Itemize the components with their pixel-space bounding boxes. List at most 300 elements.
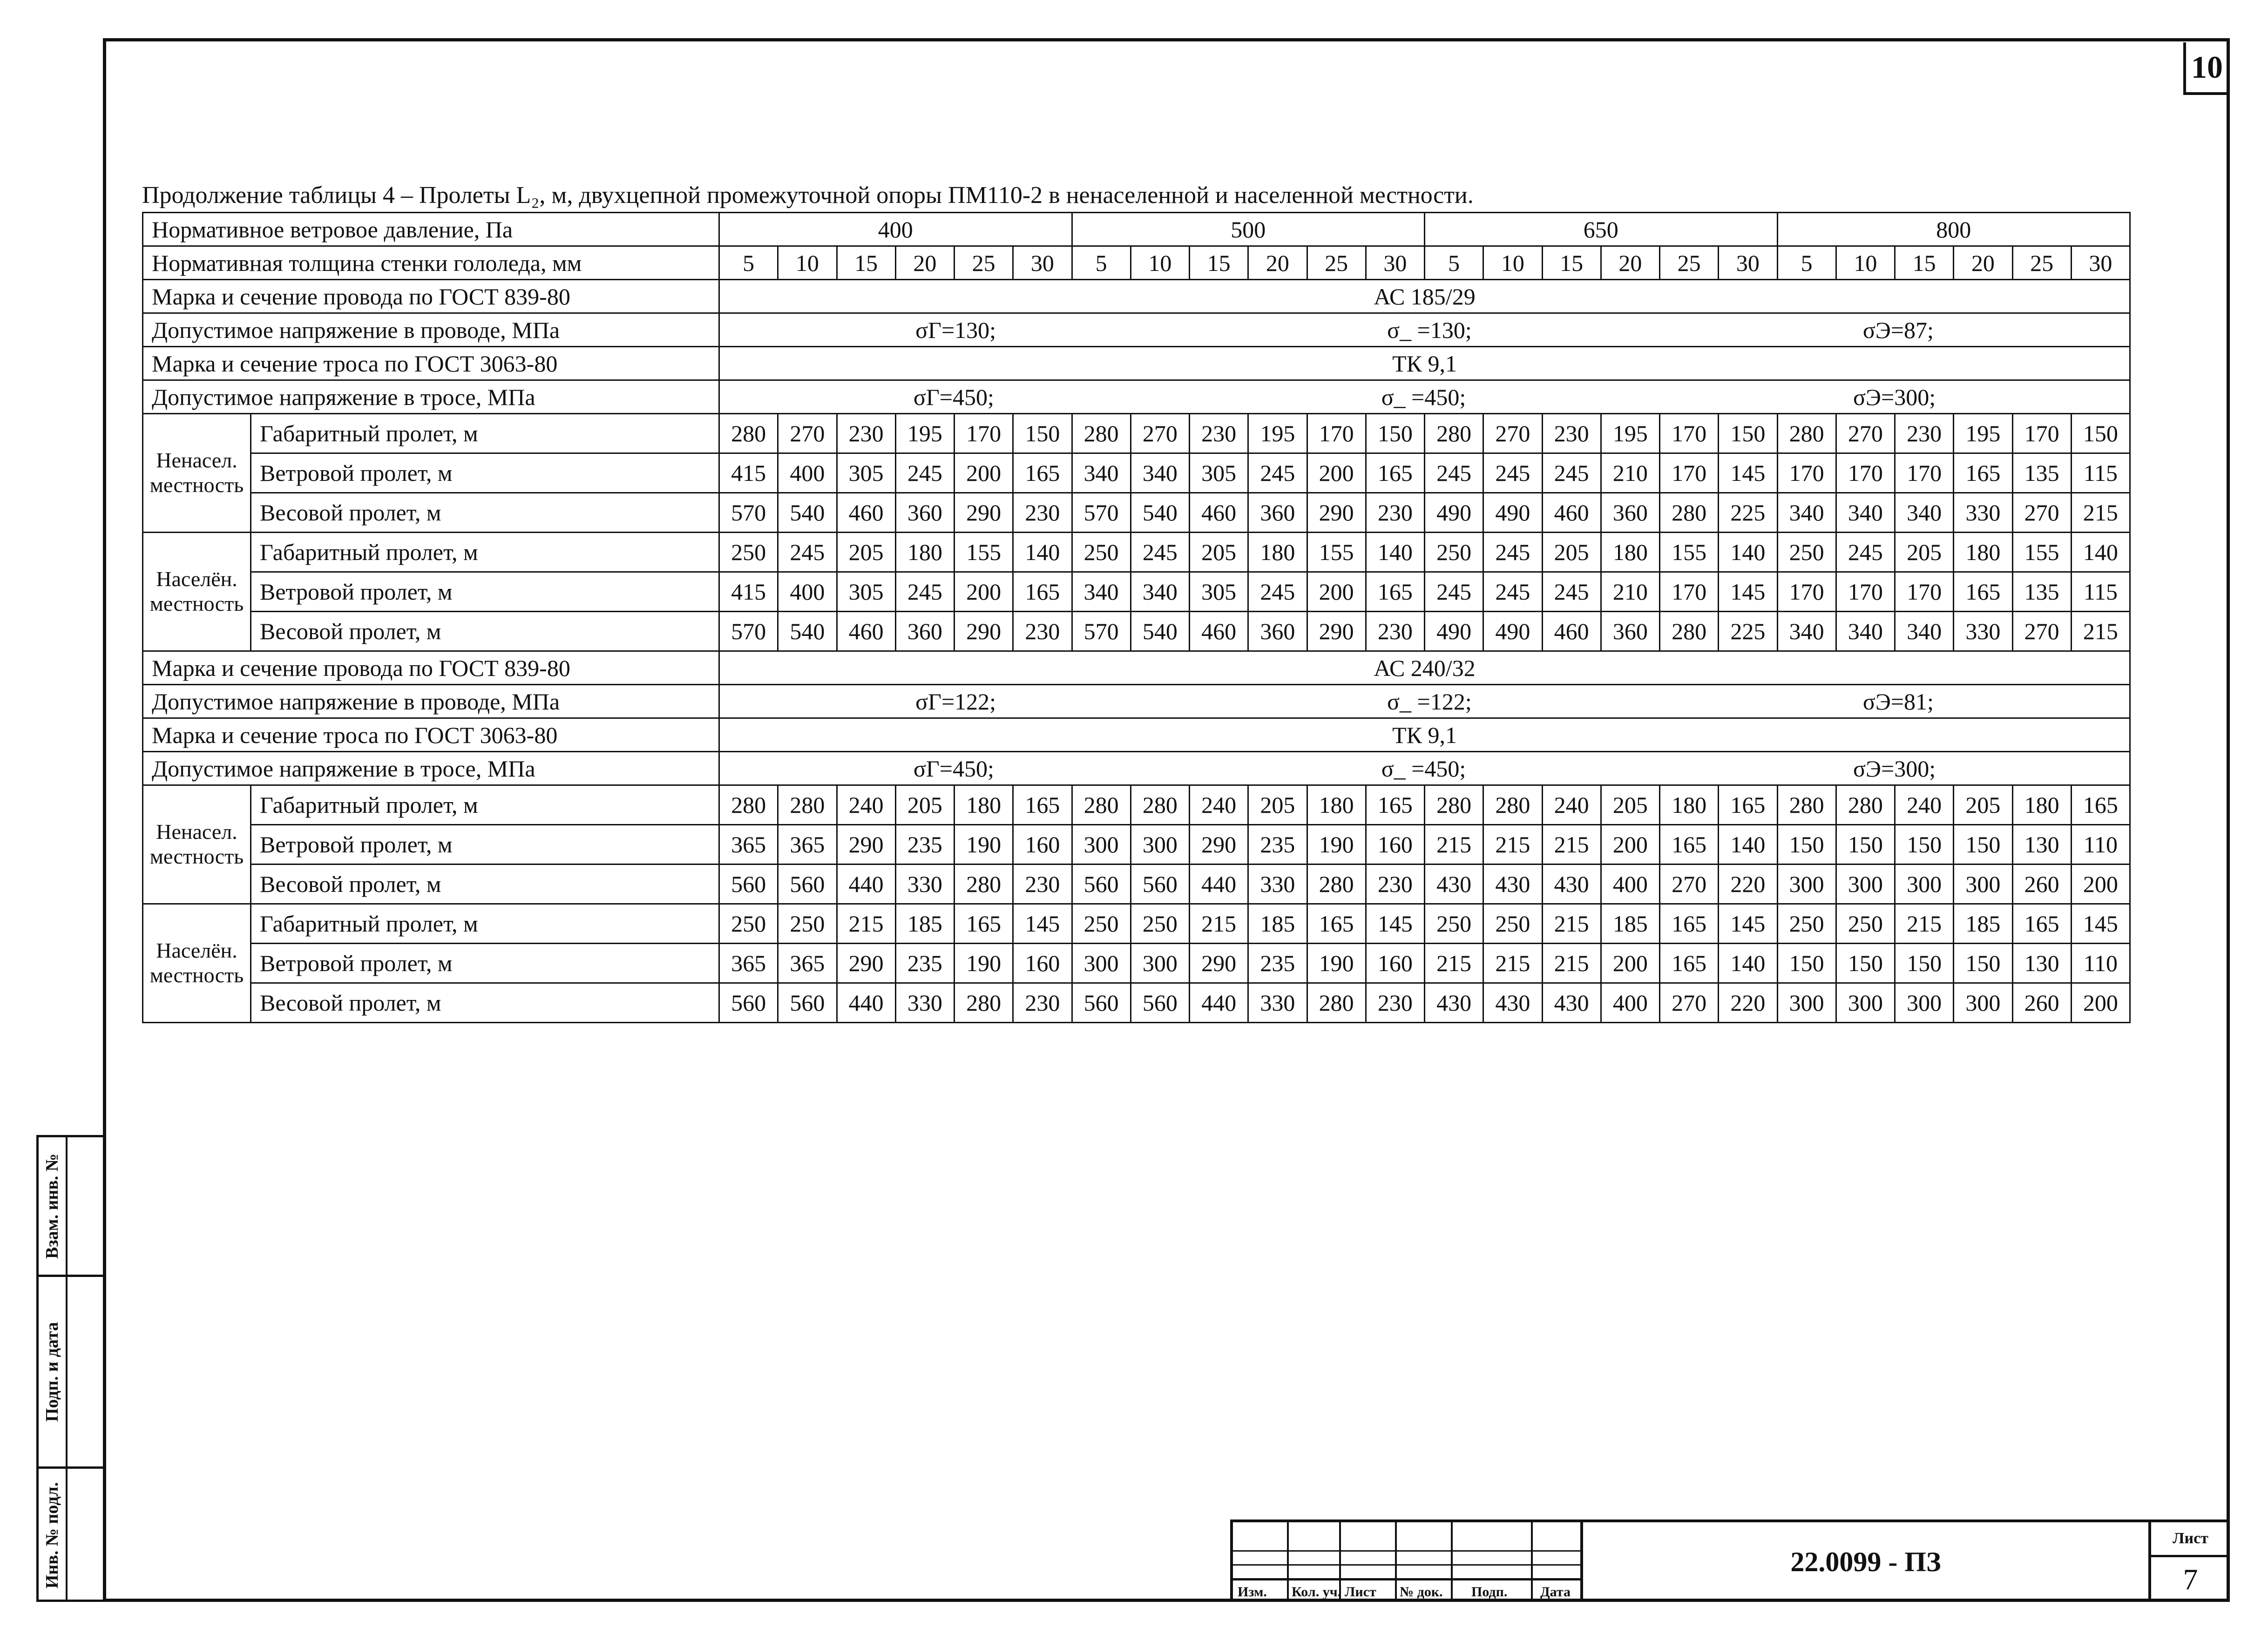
ice-thickness-value: 25	[955, 246, 1013, 280]
wire-grade-label: Марка и сечение провода по ГОСТ 839-80	[143, 651, 719, 685]
table-row	[143, 493, 2130, 533]
span-value: 340	[1895, 612, 1954, 651]
span-value: 195	[895, 414, 954, 453]
span-value: 215	[1425, 944, 1483, 983]
span-value: 460	[837, 493, 895, 533]
span-value: 150	[1895, 944, 1954, 983]
revision-column-head: Кол. уч.	[1292, 1584, 1341, 1600]
span-value: 280	[1425, 785, 1483, 825]
wire-stress-value: σ_ =130;	[1387, 317, 1472, 343]
span-value: 150	[1954, 825, 2012, 864]
span-value: 300	[1954, 864, 2012, 904]
span-value: 110	[2071, 825, 2130, 864]
span-value: 230	[1366, 864, 1424, 904]
span-value: 185	[1248, 904, 1307, 944]
span-value: 230	[1013, 864, 1072, 904]
span-value: 300	[1072, 944, 1131, 983]
span-value: 245	[1483, 453, 1542, 493]
span-value: 300	[1131, 944, 1189, 983]
cable-stress-value: σГ=450;	[913, 384, 994, 410]
span-value: 415	[719, 572, 778, 612]
span-value: 280	[1777, 414, 1836, 453]
span-value: 205	[1601, 785, 1659, 825]
span-value: 215	[1190, 904, 1248, 944]
span-value: 165	[955, 904, 1013, 944]
span-value: 460	[837, 612, 895, 651]
span-value: 290	[1307, 493, 1366, 533]
wind-pressure-value: 800	[1777, 213, 2130, 246]
span-value: 170	[1777, 453, 1836, 493]
span-value: 260	[2012, 983, 2071, 1023]
stamp-label-signature: Подп. и дата	[42, 1322, 62, 1422]
span-value: 560	[778, 983, 837, 1023]
span-value: 250	[1777, 533, 1836, 572]
span-value: 280	[778, 785, 837, 825]
span-value: 155	[1660, 533, 1719, 572]
span-value: 430	[1542, 983, 1601, 1023]
ice-thickness-value: 20	[1954, 246, 2012, 280]
table-caption: Продолжение таблицы 4 – Пролеты L₂, м, двухцепной промежуточной опоры ПМ110-2 в ненаселенной и населенной местности.	[142, 182, 1474, 209]
span-value: 250	[1425, 904, 1483, 944]
span-value: 560	[1131, 983, 1189, 1023]
ice-thickness-value: 15	[1542, 246, 1601, 280]
span-value: 185	[1601, 904, 1659, 944]
span-value: 305	[1190, 453, 1248, 493]
span-value: 280	[1307, 864, 1366, 904]
ice-thickness-value: 30	[1013, 246, 1072, 280]
span-value: 240	[1190, 785, 1248, 825]
span-value: 170	[1307, 414, 1366, 453]
span-value: 155	[955, 533, 1013, 572]
span-value: 440	[837, 864, 895, 904]
area-label: Ненасел. местность	[143, 785, 251, 904]
span-value: 245	[1131, 533, 1189, 572]
span-value: 490	[1425, 612, 1483, 651]
ice-thickness-value: 20	[1248, 246, 1307, 280]
span-value: 215	[2071, 612, 2130, 651]
span-value: 140	[1013, 533, 1072, 572]
span-value: 305	[837, 572, 895, 612]
span-value: 180	[1601, 533, 1659, 572]
span-value: 130	[2012, 825, 2071, 864]
span-value: 560	[719, 864, 778, 904]
span-value: 180	[1660, 785, 1719, 825]
span-value: 330	[895, 864, 954, 904]
span-value: 200	[2071, 864, 2130, 904]
span-value: 230	[1013, 612, 1072, 651]
cable-grade-label: Марка и сечение троса по ГОСТ 3063-80	[143, 347, 719, 380]
ice-thickness-value: 25	[1307, 246, 1366, 280]
span-value: 240	[837, 785, 895, 825]
ice-thickness-value: 10	[778, 246, 837, 280]
span-value: 245	[895, 453, 954, 493]
span-value: 250	[1777, 904, 1836, 944]
span-value: 145	[1719, 453, 1777, 493]
span-value: 400	[1601, 864, 1659, 904]
span-value: 300	[1895, 983, 1954, 1023]
span-value: 205	[1542, 533, 1601, 572]
span-value: 170	[1660, 414, 1719, 453]
span-value: 150	[1836, 944, 1895, 983]
span-value: 180	[1954, 533, 2012, 572]
wire-grade-label: Марка и сечение провода по ГОСТ 839-80	[143, 280, 719, 313]
span-value: 205	[837, 533, 895, 572]
area-label: Ненасел. местность	[143, 414, 251, 533]
span-value: 245	[895, 572, 954, 612]
span-type-label: Ветровой пролет, м	[251, 572, 719, 612]
stamp-label-inventory: Инв. № подл.	[42, 1482, 62, 1589]
span-value: 165	[1366, 453, 1424, 493]
span-value: 150	[2071, 414, 2130, 453]
table-row	[143, 785, 2130, 825]
span-value: 110	[2071, 944, 2130, 983]
cable-stress-value: σ_ =450;	[1381, 755, 1466, 782]
span-value: 570	[719, 612, 778, 651]
table-row	[143, 864, 2130, 904]
span-value: 250	[1425, 533, 1483, 572]
span-value: 220	[1719, 864, 1777, 904]
area-label: Населён. местность	[143, 533, 251, 651]
span-value: 200	[1307, 572, 1366, 612]
span-value: 270	[1660, 864, 1719, 904]
span-value: 115	[2071, 453, 2130, 493]
span-value: 230	[1366, 983, 1424, 1023]
span-value: 215	[1483, 825, 1542, 864]
span-value: 280	[1072, 414, 1131, 453]
span-value: 270	[1660, 983, 1719, 1023]
span-value: 560	[1072, 864, 1131, 904]
span-value: 300	[1777, 864, 1836, 904]
span-value: 150	[1719, 414, 1777, 453]
span-value: 165	[1366, 572, 1424, 612]
span-value: 400	[1601, 983, 1659, 1023]
span-value: 360	[1248, 612, 1307, 651]
span-value: 440	[1190, 864, 1248, 904]
span-value: 230	[1895, 414, 1954, 453]
span-value: 540	[1131, 493, 1189, 533]
span-value: 250	[778, 904, 837, 944]
span-value: 270	[1836, 414, 1895, 453]
span-value: 570	[1072, 493, 1131, 533]
wind-pressure-label: Нормативное ветровое давление, Па	[143, 213, 719, 246]
span-value: 250	[719, 533, 778, 572]
span-value: 170	[1660, 572, 1719, 612]
span-value: 280	[955, 983, 1013, 1023]
cable-grade-label: Марка и сечение троса по ГОСТ 3063-80	[143, 718, 719, 752]
span-value: 195	[1954, 414, 2012, 453]
cable-grade-value: ТК 9,1	[719, 347, 2130, 380]
span-value: 210	[1601, 572, 1659, 612]
span-value: 215	[1483, 944, 1542, 983]
span-value: 165	[1660, 904, 1719, 944]
span-value: 460	[1190, 612, 1248, 651]
span-value: 160	[1013, 944, 1072, 983]
span-value: 230	[1013, 983, 1072, 1023]
ice-thickness-value: 25	[1660, 246, 1719, 280]
span-value: 200	[1601, 825, 1659, 864]
span-value: 145	[1366, 904, 1424, 944]
span-value: 200	[1601, 944, 1659, 983]
table-row	[143, 572, 2130, 612]
left-stamp-strip	[36, 1135, 104, 1602]
revision-column-head: № док.	[1400, 1584, 1443, 1600]
title-block	[1230, 1519, 2230, 1602]
span-value: 280	[1072, 785, 1131, 825]
span-value: 185	[1954, 904, 2012, 944]
span-value: 235	[895, 944, 954, 983]
span-value: 140	[1719, 533, 1777, 572]
span-value: 305	[1190, 572, 1248, 612]
span-value: 430	[1425, 983, 1483, 1023]
ice-thickness-label: Нормативная толщина стенки гололеда, мм	[143, 246, 719, 280]
span-value: 365	[719, 825, 778, 864]
span-value: 250	[1131, 904, 1189, 944]
wire-stress-label: Допустимое напряжение в проводе, МПа	[143, 313, 719, 347]
span-value: 490	[1483, 612, 1542, 651]
span-value: 430	[1483, 983, 1542, 1023]
span-value: 340	[1072, 572, 1131, 612]
wire-stress-values	[719, 313, 2130, 347]
span-value: 300	[1836, 864, 1895, 904]
span-value: 185	[895, 904, 954, 944]
span-value: 460	[1542, 493, 1601, 533]
span-value: 170	[955, 414, 1013, 453]
span-value: 230	[837, 414, 895, 453]
ice-thickness-value: 10	[1131, 246, 1189, 280]
page-number: 10	[2183, 42, 2228, 95]
span-value: 165	[1954, 453, 2012, 493]
span-value: 365	[778, 825, 837, 864]
wind-pressure-value: 400	[719, 213, 1072, 246]
span-value: 160	[1366, 944, 1424, 983]
wire-stress-value: σГ=122;	[915, 688, 996, 715]
span-value: 215	[1542, 825, 1601, 864]
wind-pressure-value: 500	[1072, 213, 1425, 246]
span-value: 235	[1248, 825, 1307, 864]
span-value: 270	[2012, 493, 2071, 533]
wind-pressure-value: 650	[1425, 213, 1778, 246]
span-value: 280	[1660, 493, 1719, 533]
span-value: 140	[1719, 825, 1777, 864]
span-value: 300	[1131, 825, 1189, 864]
span-value: 225	[1719, 612, 1777, 651]
span-value: 270	[1483, 414, 1542, 453]
span-value: 280	[719, 785, 778, 825]
span-value: 340	[1777, 612, 1836, 651]
span-value: 540	[1131, 612, 1189, 651]
span-value: 290	[1190, 944, 1248, 983]
span-value: 490	[1483, 493, 1542, 533]
sheet-number: 7	[2183, 1563, 2198, 1596]
span-value: 190	[955, 825, 1013, 864]
span-value: 340	[1895, 493, 1954, 533]
table-row	[143, 944, 2130, 983]
span-value: 245	[1542, 572, 1601, 612]
ice-thickness-value: 20	[1601, 246, 1659, 280]
span-value: 230	[1542, 414, 1601, 453]
span-value: 330	[1954, 612, 2012, 651]
stamp-cell-replacement	[39, 1137, 104, 1277]
span-value: 270	[1131, 414, 1189, 453]
span-value: 290	[837, 825, 895, 864]
span-value: 205	[1895, 533, 1954, 572]
span-value: 180	[2012, 785, 2071, 825]
span-value: 150	[1836, 825, 1895, 864]
wire-stress-values	[719, 685, 2130, 718]
span-value: 560	[1131, 864, 1189, 904]
span-value: 180	[1248, 533, 1307, 572]
span-value: 245	[1425, 453, 1483, 493]
span-value: 330	[895, 983, 954, 1023]
span-value: 215	[1542, 944, 1601, 983]
span-type-label: Весовой пролет, м	[251, 983, 719, 1023]
ice-thickness-value: 5	[1777, 246, 1836, 280]
span-value: 290	[1307, 612, 1366, 651]
span-value: 140	[1719, 944, 1777, 983]
sheet-box	[2148, 1519, 2230, 1602]
span-value: 290	[837, 944, 895, 983]
span-value: 300	[1836, 983, 1895, 1023]
span-value: 165	[1307, 904, 1366, 944]
span-value: 190	[1307, 825, 1366, 864]
span-value: 270	[778, 414, 837, 453]
span-value: 165	[1660, 825, 1719, 864]
revision-grid	[1230, 1519, 1580, 1602]
table-row	[143, 825, 2130, 864]
span-value: 280	[1131, 785, 1189, 825]
table-row	[143, 414, 2130, 453]
span-value: 140	[2071, 533, 2130, 572]
ice-thickness-value: 5	[719, 246, 778, 280]
span-type-label: Весовой пролет, м	[251, 612, 719, 651]
span-value: 305	[837, 453, 895, 493]
span-value: 215	[1895, 904, 1954, 944]
span-value: 300	[1954, 983, 2012, 1023]
span-value: 570	[1072, 612, 1131, 651]
span-value: 165	[1013, 572, 1072, 612]
span-value: 360	[1601, 612, 1659, 651]
span-value: 300	[1777, 983, 1836, 1023]
span-value: 230	[1366, 493, 1424, 533]
ice-thickness-value: 5	[1072, 246, 1131, 280]
span-value: 360	[895, 493, 954, 533]
stamp-label-replacement: Взам. инв. №	[42, 1153, 62, 1259]
span-value: 245	[778, 533, 837, 572]
span-value: 280	[1777, 785, 1836, 825]
span-value: 200	[1307, 453, 1366, 493]
span-value: 280	[1836, 785, 1895, 825]
span-value: 155	[2012, 533, 2071, 572]
span-value: 140	[1366, 533, 1424, 572]
span-value: 245	[1542, 453, 1601, 493]
span-value: 250	[1836, 904, 1895, 944]
span-value: 340	[1072, 453, 1131, 493]
span-value: 130	[2012, 944, 2071, 983]
span-value: 235	[1248, 944, 1307, 983]
span-value: 210	[1601, 453, 1659, 493]
span-value: 340	[1131, 453, 1189, 493]
span-value: 145	[2071, 904, 2130, 944]
table-row	[143, 533, 2130, 572]
span-value: 460	[1542, 612, 1601, 651]
span-value: 430	[1425, 864, 1483, 904]
span-value: 165	[1954, 572, 2012, 612]
table-row	[143, 612, 2130, 651]
ice-thickness-value: 30	[2071, 246, 2130, 280]
wire-grade-value: АС 185/29	[719, 280, 2130, 313]
span-value: 235	[895, 825, 954, 864]
span-type-label: Ветровой пролет, м	[251, 944, 719, 983]
revision-column-head: Лист	[1345, 1584, 1376, 1600]
span-value: 340	[1836, 493, 1895, 533]
span-value: 560	[1072, 983, 1131, 1023]
span-type-label: Ветровой пролет, м	[251, 825, 719, 864]
spans-table	[142, 212, 2131, 1023]
span-value: 340	[1131, 572, 1189, 612]
span-value: 145	[1719, 572, 1777, 612]
span-value: 415	[719, 453, 778, 493]
cable-stress-value: σЭ=300;	[1853, 384, 1936, 410]
span-value: 180	[1307, 785, 1366, 825]
span-value: 150	[1777, 944, 1836, 983]
span-value: 170	[1836, 453, 1895, 493]
span-value: 150	[1954, 944, 2012, 983]
ice-thickness-value: 25	[2012, 246, 2071, 280]
span-value: 560	[719, 983, 778, 1023]
span-value: 300	[1072, 825, 1131, 864]
span-value: 165	[1013, 453, 1072, 493]
span-value: 300	[1895, 864, 1954, 904]
span-value: 270	[2012, 612, 2071, 651]
span-value: 195	[1601, 414, 1659, 453]
span-value: 230	[1190, 414, 1248, 453]
span-value: 135	[2012, 572, 2071, 612]
span-value: 250	[1483, 904, 1542, 944]
span-value: 245	[1483, 572, 1542, 612]
span-value: 245	[1425, 572, 1483, 612]
span-value: 250	[1072, 904, 1131, 944]
span-value: 280	[1660, 612, 1719, 651]
span-value: 280	[955, 864, 1013, 904]
ice-thickness-value: 10	[1483, 246, 1542, 280]
document-code: 22.0099 - ПЗ	[1580, 1519, 2148, 1602]
cable-stress-values	[719, 380, 2130, 414]
span-type-label: Габаритный пролет, м	[251, 785, 719, 825]
span-type-label: Габаритный пролет, м	[251, 904, 719, 944]
cable-stress-values	[719, 752, 2130, 785]
ice-thickness-value: 15	[1190, 246, 1248, 280]
span-value: 430	[1542, 864, 1601, 904]
cable-stress-value: σЭ=300;	[1853, 755, 1936, 782]
span-value: 400	[778, 453, 837, 493]
span-value: 155	[1307, 533, 1366, 572]
span-value: 490	[1425, 493, 1483, 533]
span-type-label: Весовой пролет, м	[251, 493, 719, 533]
span-type-label: Габаритный пролет, м	[251, 533, 719, 572]
span-value: 220	[1719, 983, 1777, 1023]
span-value: 540	[778, 493, 837, 533]
span-value: 430	[1483, 864, 1542, 904]
span-type-label: Габаритный пролет, м	[251, 414, 719, 453]
span-value: 245	[1248, 572, 1307, 612]
span-value: 205	[1954, 785, 2012, 825]
span-value: 290	[1190, 825, 1248, 864]
cable-stress-value: σГ=450;	[913, 755, 994, 782]
span-value: 260	[2012, 864, 2071, 904]
span-value: 250	[719, 904, 778, 944]
span-value: 170	[1660, 453, 1719, 493]
wire-stress-value: σГ=130;	[915, 317, 996, 343]
